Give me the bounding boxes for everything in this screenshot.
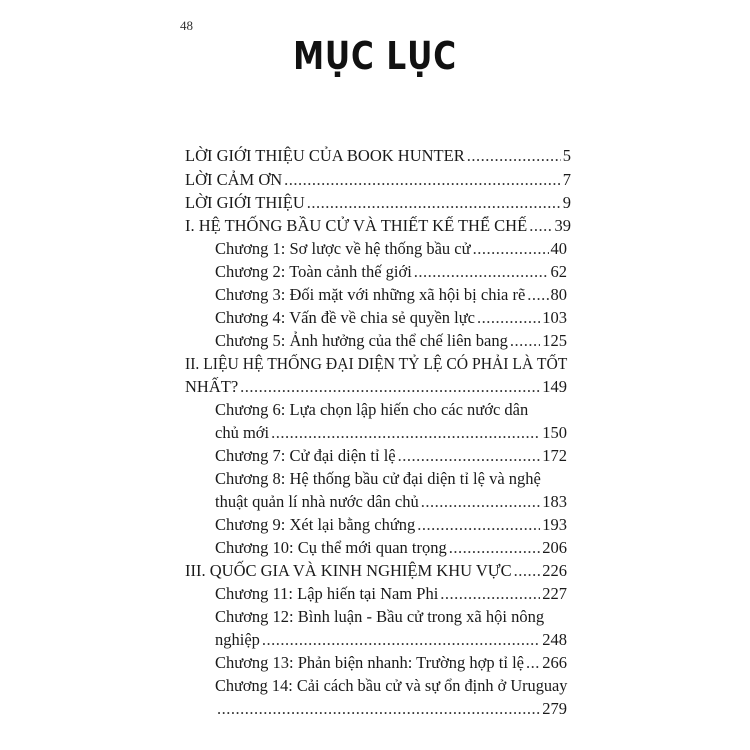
toc-entry-part-3 (185, 561, 567, 581)
toc-entry-page: 62 (550, 262, 567, 281)
leader-dots (467, 146, 561, 166)
toc-entry-page: 80 (550, 285, 567, 304)
toc-entry-label: chủ mới (215, 423, 270, 442)
toc-entry-label: LỜI GIỚI THIỆU CỦA BOOK HUNTER (185, 146, 465, 165)
leader-dots (440, 584, 540, 604)
toc-entry-label: nghiệp (215, 630, 260, 649)
toc-entry-intro (185, 193, 571, 213)
page-title: MỤC LỤC (293, 34, 457, 78)
leader-dots (398, 446, 541, 466)
toc-entry-label: Chương 10: Cụ thể mới quan trọng (215, 538, 447, 557)
toc-entry-chapter-6-line-1: Chương 6: Lựa chọn lập hiến cho các nước dân (215, 400, 529, 419)
toc-entry-chapter-7 (215, 446, 567, 466)
toc-entry-chapter-6 (215, 423, 567, 443)
toc-entry-label: Chương 2: Toàn cảnh thế giới (215, 262, 412, 281)
leader-dots (307, 193, 561, 213)
toc-entry-label: NHẤT? (185, 377, 239, 396)
toc-entry-page: 5 (562, 146, 571, 165)
leader-dots (284, 170, 561, 190)
leader-dots (271, 423, 540, 443)
toc-entry-page: 248 (542, 630, 567, 649)
toc-entry-page: 9 (562, 193, 571, 212)
toc-entry-thanks (185, 170, 571, 190)
toc-entry-page: 226 (542, 561, 567, 580)
toc-entry-page: 150 (542, 423, 567, 442)
toc-entry-chapter-12 (215, 630, 567, 650)
toc-entry-label: LỜI CẢM ƠN (185, 170, 283, 189)
leader-dots (262, 630, 540, 650)
leader-dots (473, 239, 549, 259)
leader-dots (449, 538, 541, 558)
leader-dots (421, 492, 541, 512)
toc-entry-chapter-4 (215, 308, 567, 328)
toc-entry-page: 172 (542, 446, 567, 465)
toc-entry-page: 279 (542, 699, 567, 718)
leader-dots (527, 285, 548, 305)
toc-entry-page: 206 (542, 538, 567, 557)
leader-dots (417, 515, 540, 535)
toc-entry-page: 227 (542, 584, 567, 603)
toc-entry-page: 40 (550, 239, 567, 258)
leader-dots (240, 377, 540, 397)
toc-entry-page: 183 (542, 492, 567, 511)
toc-entry-page: 103 (542, 308, 567, 327)
toc-entry-intro-book-hunter (185, 146, 571, 166)
toc-entry-chapter-11 (215, 584, 567, 604)
toc-entry-label: thuật quản lí nhà nước dân chủ (215, 492, 419, 511)
page-number: 48 (180, 18, 193, 33)
leader-dots (514, 561, 541, 581)
toc-entry-label: Chương 4: Vấn đề về chia sẻ quyền lực (215, 308, 475, 327)
toc-entry-label: Chương 5: Ảnh hưởng của thể chế liên bang (215, 331, 508, 350)
toc-entry-page: 125 (542, 331, 567, 350)
toc-entry-part-2 (185, 377, 567, 397)
toc-entry-label: Chương 13: Phản biện nhanh: Trường hợp tỉ lệ (215, 653, 524, 672)
toc-entry-chapter-12-line-1: Chương 12: Bình luận - Bầu cử trong xã hội nông (215, 607, 545, 626)
toc-entry-chapter-1 (215, 239, 567, 259)
toc-entry-chapter-14 (215, 699, 567, 719)
toc-entry-label: I. HỆ THỐNG BẦU CỬ VÀ THIẾT KẾ THỂ CHẾ (185, 216, 528, 235)
toc-entry-label: Chương 3: Đối mặt với những xã hội bị chia rẽ (215, 285, 526, 304)
toc-entry-page: 193 (542, 515, 567, 534)
toc-entry-part-1 (185, 216, 571, 236)
toc-entry-chapter-2 (215, 262, 567, 282)
toc-entry-chapter-14-line-1: Chương 14: Cải cách bầu cử và sự ổn định ở Uruguay (215, 676, 568, 695)
toc-entry-label: Chương 11: Lập hiến tại Nam Phi (215, 584, 439, 603)
toc-entry-part-2-line-1: II. LIỆU HỆ THỐNG ĐẠI DIỆN TỶ LỆ CÓ PHẢI LÀ TỐT (185, 354, 568, 373)
toc-entry-page: 266 (542, 653, 567, 672)
toc-entry-chapter-5 (215, 331, 567, 351)
toc-entry-chapter-8 (215, 492, 567, 512)
toc-entry-page: 39 (554, 216, 571, 235)
toc-entry-label: Chương 1: Sơ lược về hệ thống bầu cử (215, 239, 471, 258)
toc-entry-chapter-9 (215, 515, 567, 535)
toc-entry-chapter-3 (215, 285, 567, 305)
toc-entry-chapter-8-line-1: Chương 8: Hệ thống bầu cử đại diện tỉ lệ và nghệ (215, 469, 541, 488)
leader-dots (510, 331, 540, 351)
leader-dots (477, 308, 540, 328)
toc-entry-chapter-13 (215, 653, 567, 673)
toc-entry-label: III. QUỐC GIA VÀ KINH NGHIỆM KHU VỰC (185, 561, 512, 580)
toc-entry-label: LỜI GIỚI THIỆU (185, 193, 305, 212)
toc-entry-label: Chương 7: Cử đại diện tỉ lệ (215, 446, 396, 465)
toc-entry-page: 149 (542, 377, 567, 396)
toc-entry-chapter-10 (215, 538, 567, 558)
leader-dots (526, 653, 540, 673)
leader-dots (414, 262, 549, 282)
leader-dots (217, 699, 540, 719)
leader-dots (529, 216, 552, 236)
toc-entry-page: 7 (562, 170, 571, 189)
toc-entry-label: Chương 9: Xét lại bằng chứng (215, 515, 416, 534)
